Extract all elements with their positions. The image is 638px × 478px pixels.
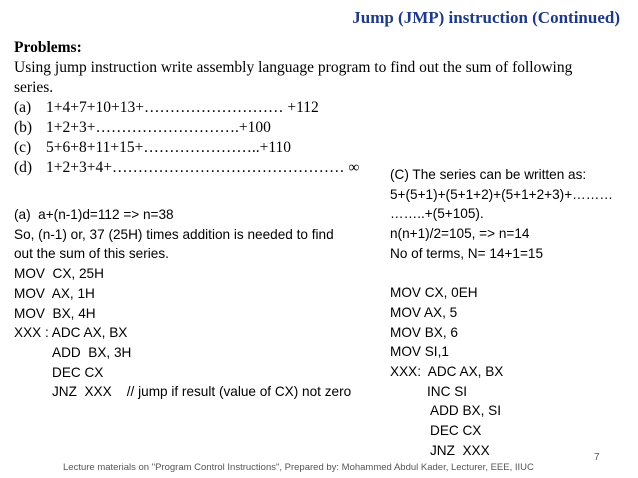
code-line: INC SI (427, 383, 468, 399)
problem-item (14, 138, 614, 158)
code-line: MOV CX, 25H (14, 266, 104, 282)
code-line: DEC CX (52, 364, 104, 380)
code-line: XXX : ADC AX, BX (14, 325, 128, 341)
code-line: MOV BX, 4H (14, 305, 96, 321)
code-line: MOV BX, 6 (390, 324, 458, 340)
code-line: MOV SI,1 (390, 344, 449, 360)
problem-series: 1+2+3+4+……………………………………… ∞ (46, 159, 360, 176)
problem-series: 5+6+8+11+15+…………………..+110 (46, 139, 292, 156)
problem-label: (c) (14, 139, 32, 156)
problem-series: 1+4+7+10+13+……………………… +112 (46, 99, 319, 116)
solution-c (390, 165, 635, 461)
problems-intro: Using jump instruction write assembly language program to find out the sum of following (14, 59, 573, 76)
problems-section (14, 38, 614, 178)
spacer (390, 264, 635, 284)
code-line: XXX: ADC AX, BX (390, 364, 504, 380)
code-line: DEC CX (430, 423, 482, 439)
solution-line: No of terms, N= 14+1=15 (390, 245, 544, 261)
code-line: ADD BX, SI (430, 403, 502, 419)
solution-line: out the sum of this series. (14, 246, 169, 262)
problem-label: (b) (14, 119, 33, 136)
problem-label: (a) (14, 99, 32, 116)
problem-series: 1+2+3+……………………….+100 (46, 119, 271, 136)
solution-line: ……..+(5+105). (390, 206, 484, 222)
code-line: MOV AX, 1H (14, 285, 95, 301)
solution-a (14, 205, 384, 402)
problem-item (14, 98, 614, 118)
problem-item (14, 118, 614, 138)
solution-line: 5+(5+1)+(5+1+2)+(5+1+2+3)+……… (390, 186, 613, 202)
code-line: MOV CX, 0EH (390, 285, 478, 301)
solution-line: (a) a+(n-1)d=112 => n=38 (14, 207, 174, 222)
code-line: JNZ XXX // jump if result (value of CX) not zero (52, 384, 352, 400)
problems-intro-cont: series. (14, 79, 54, 96)
solution-line: n(n+1)/2=105, => n=14 (390, 226, 530, 242)
page-number: 7 (594, 452, 600, 463)
problems-heading: Problems: (14, 39, 82, 56)
code-line: JNZ XXX (430, 442, 490, 458)
solution-line: (C) The series can be written as: (390, 167, 587, 182)
code-line: MOV AX, 5 (390, 304, 458, 320)
problem-label: (d) (14, 159, 33, 176)
slide-title: Jump (JMP) instruction (Continued) (352, 8, 620, 27)
footer-credit: Lecture materials on "Program Control Instructions", Prepared by: Mohammed Abdul Kader, Lecturer, EEE, IIUC (63, 462, 534, 473)
code-line: ADD BX, 3H (52, 344, 132, 360)
solution-line: So, (n-1) or, 37 (25H) times addition is needed to find (14, 226, 334, 242)
